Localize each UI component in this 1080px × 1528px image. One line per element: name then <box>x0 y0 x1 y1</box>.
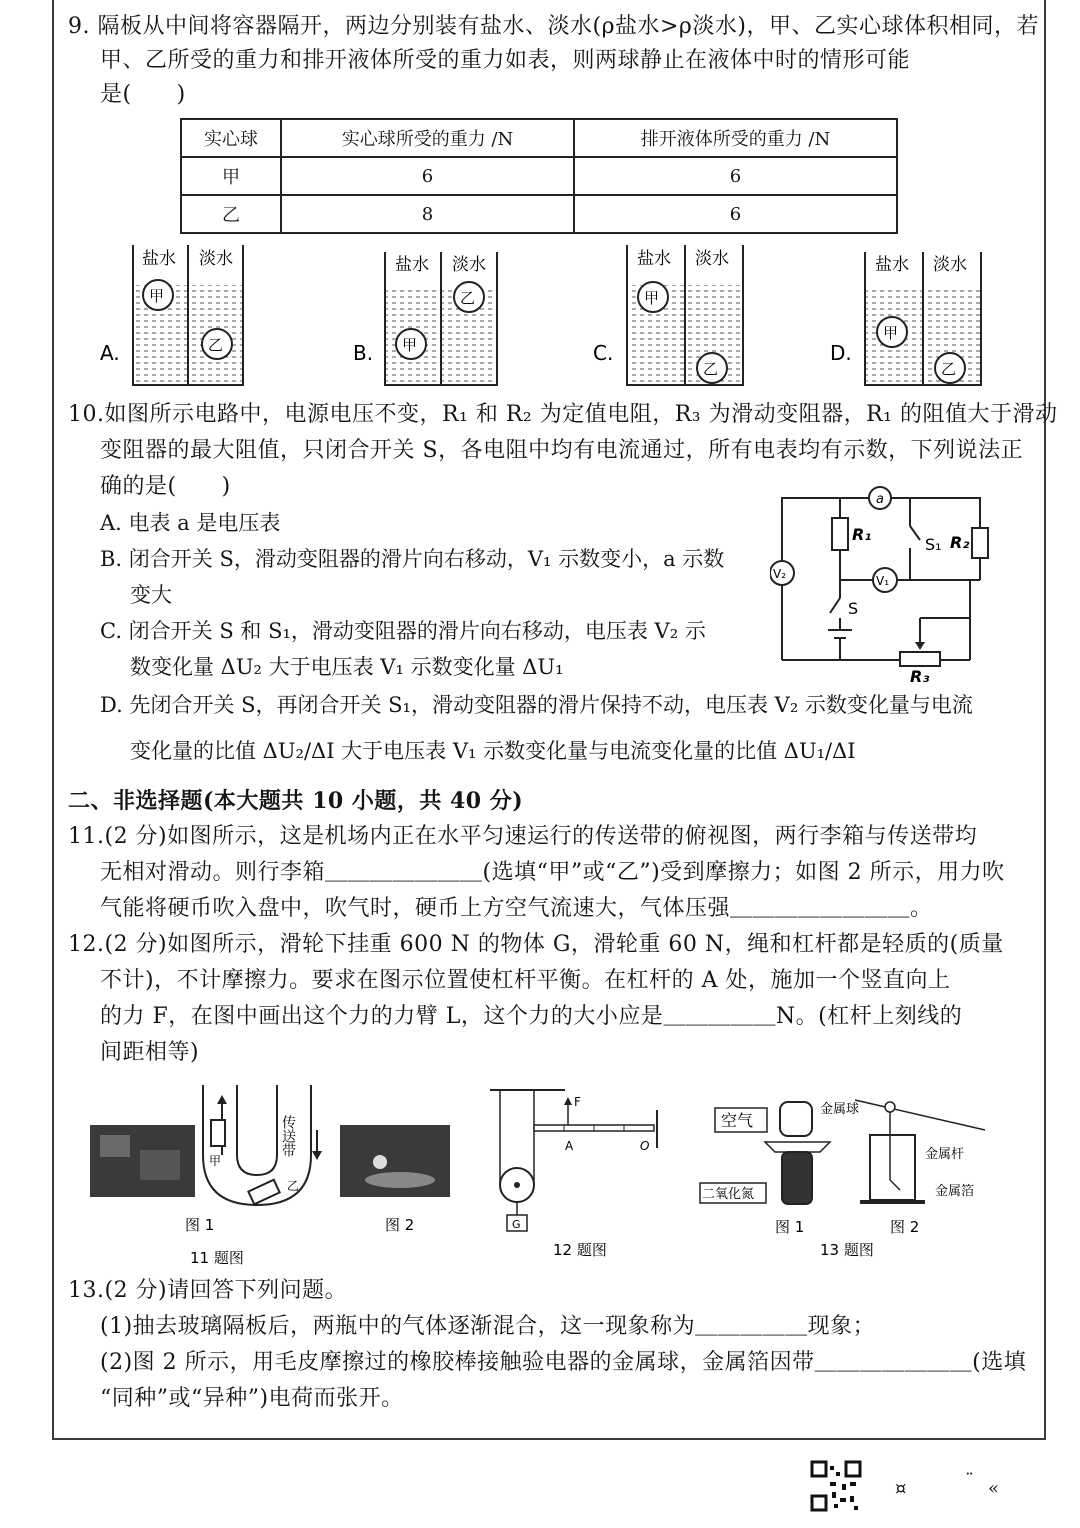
q11-fig2 <box>340 1125 450 1234</box>
option-b-figure <box>353 252 497 385</box>
belt-label: 传送带 <box>280 1115 296 1157</box>
q13-figure-caption: 13 题图 <box>820 1241 874 1259</box>
q13-line-4: “同种”或“异种”)电荷而张开。 <box>100 1386 404 1411</box>
q9-line-1: 9. 隔板从中间将容器隔开，两边分别装有盐水、淡水(ρ盐水>ρ淡水)，甲、乙实心球体积相同，若 <box>68 14 1039 39</box>
option-c-figure <box>593 245 743 385</box>
ball-label: 乙 <box>208 336 224 354</box>
q10-option-b-line-1: B. 闭合开关 S，滑动变阻器的滑片向右移动，V₁ 示数变小，a 示数 <box>100 547 725 571</box>
q9-line-3: 是( ) <box>100 82 186 107</box>
q11-line-1: 11.(2 分)如图所示，这是机场内正在水平匀速运行的传送带的俯视图，两行李箱与传送带均 <box>68 824 978 849</box>
ball-label: 乙 <box>460 289 476 307</box>
q12-figure <box>490 1090 657 1259</box>
footer-mark-3: « <box>988 1478 1000 1499</box>
q11-line-3: 气能将硬币吹入盘中，吹气时，硬币上方空气流速大，气体压强＿＿＿＿＿＿＿＿。 <box>100 896 933 921</box>
liquid-label-left: 盐水 <box>142 249 176 269</box>
q12-line-1: 12.(2 分)如图所示，滑轮下挂重 600 N 的物体 G，滑轮重 60 N，绳和杠杆都是轻质的(质量 <box>68 932 1004 957</box>
q10-line-3: 确的是( ) <box>100 474 231 499</box>
table-row <box>181 195 897 233</box>
q10-circuit-diagram <box>770 478 1010 688</box>
table-cell: 乙 <box>181 195 281 233</box>
switch-s-label: S <box>848 599 859 618</box>
footer-mark-1: ¤ <box>895 1478 907 1499</box>
no2-label: 二氧化氮 <box>702 1187 755 1202</box>
ball-label: 甲 <box>883 324 899 342</box>
meter-a-label: a <box>876 492 884 507</box>
option-label: B. <box>353 341 374 365</box>
q12-line-3: 的力 F，在图中画出这个力的力臂 L，这个力的大小应是＿＿＿＿＿N。(杠杆上刻线的 <box>100 1004 963 1029</box>
foil-label: 金属箔 <box>935 1184 975 1199</box>
table-header-cell: 实心球所受的重力 /N <box>281 119 574 157</box>
q12-line-2: 不计)，不计摩擦力。要求在图示位置使杠杆平衡。在杠杆的 A 处，施加一个竖直向上 <box>100 968 951 993</box>
table-cell: 6 <box>574 195 897 233</box>
table-cell: 6 <box>574 157 897 195</box>
q11-line-2: 无相对滑动。则行李箱＿＿＿＿＿＿＿(选填“甲”或“乙”)受到摩擦力；如图 2 所示，用力吹 <box>100 860 1005 885</box>
q13-line-3: (2)图 2 所示，用毛皮摩擦过的橡胶棒接触验电器的金属球，金属箔因带＿＿＿＿＿＿＿(选填 <box>100 1350 1027 1375</box>
page-border-left <box>52 0 54 1440</box>
q9-line-2: 甲、乙所受的重力和排开液体所受的重力如表，则两球静止在液体中时的情形可能 <box>100 48 911 73</box>
ball-label: 甲 <box>402 336 418 354</box>
option-a-figure <box>100 245 243 385</box>
q11-fig1 <box>90 1085 322 1234</box>
q10-option-d-line-2: 变化量的比值 ΔU₂/ΔI 大于电压表 V₁ 示数变化量与电流变化量的比值 ΔU₁/ΔI <box>130 739 856 763</box>
q13-figure <box>700 1100 985 1259</box>
option-d-figure <box>830 252 981 385</box>
q10-option-b-line-2: 变大 <box>130 583 172 607</box>
meter-v2-label: V₂ <box>773 567 787 581</box>
table-cell: 6 <box>281 157 574 195</box>
ball-label: 甲 <box>644 289 660 307</box>
liquid-label-right: 淡水 <box>199 249 233 269</box>
q10-option-c-line-2: 数变化量 ΔU₂ 大于电压表 V₁ 示数变化量 ΔU₁ <box>130 655 564 679</box>
liquid-label-right: 淡水 <box>452 255 486 275</box>
q13-fig2-caption: 图 2 <box>890 1218 920 1236</box>
footer-mark-2: ¨ <box>965 1470 974 1491</box>
box-b-label: 乙 <box>287 1179 300 1193</box>
q10-option-c-line-1: C. 闭合开关 S 和 S₁，滑动变阻器的滑片向右移动，电压表 V₂ 示 <box>100 619 706 643</box>
weight-g-label: G <box>512 1218 521 1231</box>
table-header-row <box>181 119 897 157</box>
option-label: A. <box>100 341 120 365</box>
q11-fig2-caption: 图 2 <box>385 1216 415 1234</box>
meter-v1-label: V₁ <box>876 574 890 588</box>
q13-line-1: 13.(2 分)请回答下列问题。 <box>68 1278 348 1303</box>
q13-line-2: (1)抽去玻璃隔板后，两瓶中的气体逐渐混合，这一现象称为＿＿＿＿＿现象； <box>100 1314 876 1339</box>
q9-table <box>180 118 898 234</box>
q13-fig1-caption: 图 1 <box>775 1218 805 1236</box>
force-f-label: F <box>574 1095 581 1109</box>
ball-label: 甲 <box>149 287 165 305</box>
option-label: D. <box>830 341 852 365</box>
option-label: C. <box>593 341 614 365</box>
table-header-cell: 实心球 <box>181 119 281 157</box>
ball-label: 乙 <box>703 360 719 378</box>
point-a-label: A <box>565 1139 574 1153</box>
q12-line-4: 间距相等) <box>100 1040 200 1065</box>
table-cell: 8 <box>281 195 574 233</box>
table-row <box>181 157 897 195</box>
liquid-label-left: 盐水 <box>875 255 909 275</box>
q11-figure-caption: 11 题图 <box>190 1249 244 1265</box>
liquid-label-left: 盐水 <box>395 255 429 275</box>
q10-option-a: A. 电表 a 是电压表 <box>100 511 281 535</box>
pivot-o-label: O <box>640 1139 650 1153</box>
rod-label: 金属杆 <box>925 1147 965 1162</box>
r2-label: R₂ <box>950 533 970 552</box>
ball-label: 金属球 <box>820 1102 860 1117</box>
section-2-heading: 二、非选择题(本大题共 10 小题，共 40 分) <box>68 788 524 814</box>
q10-line-2: 变阻器的最大阻值，只闭合开关 S，各电阻中均有电流通过，所有电表均有示数，下列说法正 <box>100 438 1024 463</box>
q10-line-1: 10.如图所示电路中，电源电压不变，R₁ 和 R₂ 为定值电阻，R₃ 为滑动变阻器，R₁ 的阻值大于滑动 <box>68 402 1058 427</box>
qr-code <box>810 1460 862 1512</box>
page-border-right <box>1044 0 1046 1440</box>
r3-label: R₃ <box>910 667 930 686</box>
table-header-cell: 排开液体所受的重力 /N <box>574 119 897 157</box>
q9-container-figures <box>95 240 1015 400</box>
q12-figure-caption: 12 题图 <box>553 1241 607 1259</box>
ball-label: 乙 <box>941 360 957 378</box>
r1-label: R₁ <box>852 525 872 544</box>
switch-s1-label: S₁ <box>925 535 942 554</box>
table-cell: 甲 <box>181 157 281 195</box>
liquid-label-right: 淡水 <box>695 249 729 269</box>
q11-fig1-caption: 图 1 <box>185 1216 215 1234</box>
q10-option-d-line-1: D. 先闭合开关 S，再闭合开关 S₁，滑动变阻器的滑片保持不动，电压表 V₂ 示数变化量与电流 <box>100 693 973 717</box>
air-label: 空气 <box>721 1111 754 1130</box>
page-border-bottom <box>52 1438 1046 1440</box>
liquid-label-left: 盐水 <box>637 249 671 269</box>
figures-row <box>85 1080 1005 1265</box>
liquid-label-right: 淡水 <box>933 255 967 275</box>
box-a-label: 甲 <box>209 1154 222 1168</box>
